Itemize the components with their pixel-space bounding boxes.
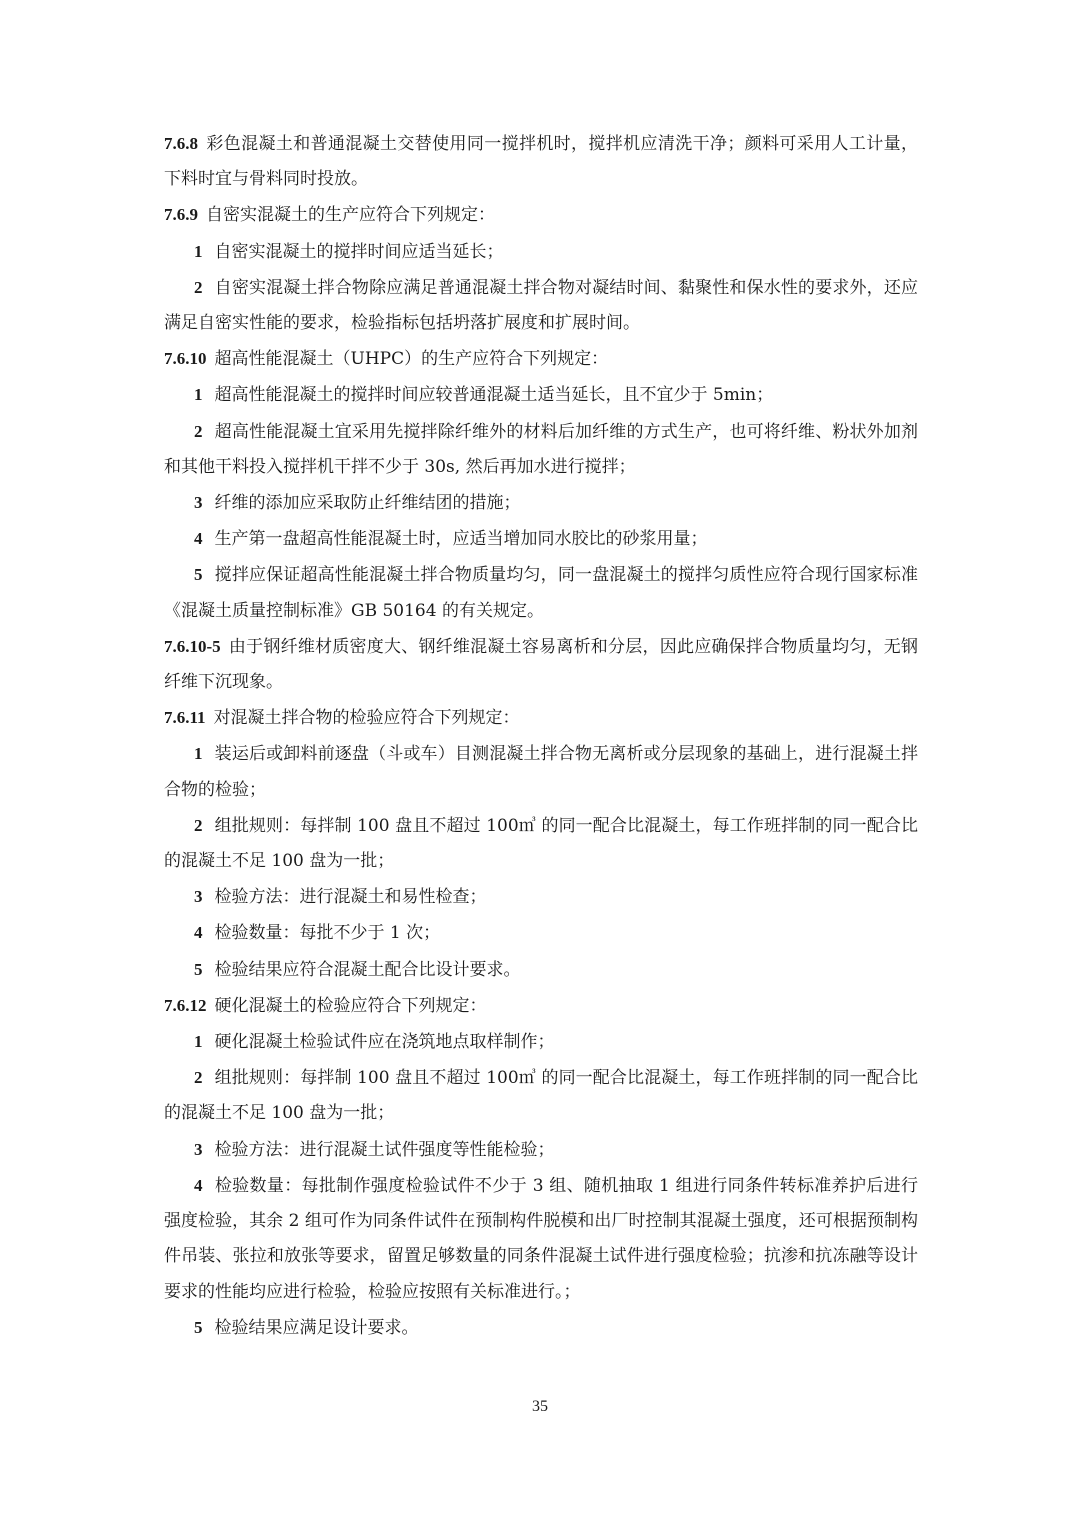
item-number: 3 bbox=[194, 1139, 203, 1159]
paragraph-text: 检验数量：每批不少于 1 次； bbox=[214, 923, 441, 944]
section-number: 7.6.8 bbox=[164, 134, 198, 153]
list-item bbox=[164, 879, 918, 915]
paragraph-text: 检验方法：进行混凝土和易性检查； bbox=[214, 887, 487, 908]
item-number: 1 bbox=[194, 241, 203, 261]
list-item bbox=[164, 1060, 918, 1131]
list-item bbox=[164, 377, 918, 413]
section-number: 7.6.10 bbox=[164, 349, 207, 369]
section-number: 7.6.11 bbox=[164, 708, 206, 728]
section-7-6-8 bbox=[164, 126, 918, 197]
list-item bbox=[164, 1310, 918, 1346]
item-number: 5 bbox=[194, 959, 203, 979]
list-item bbox=[164, 952, 918, 988]
paragraph-text: 超高性能混凝土的搅拌时间应较普通混凝土适当延长，且不宜少于 5min； bbox=[214, 385, 774, 406]
section-number: 7.6.12 bbox=[164, 995, 207, 1015]
paragraph-text: 自密实混凝土的生产应符合下列规定： bbox=[206, 205, 495, 226]
paragraph-text: 硬化混凝土检验试件应在浇筑地点取样制作； bbox=[214, 1032, 555, 1053]
paragraph-text: 超高性能混凝土（UHPC）的生产应符合下列规定： bbox=[214, 349, 609, 370]
paragraph-text: 彩色混凝土和普通混凝土交替使用同一搅拌机时，搅拌机应清洗干净；颜料可采用人工计量，下料时宜与骨料同时投放。 bbox=[164, 134, 918, 190]
paragraph-text: 检验结果应满足设计要求。 bbox=[214, 1317, 419, 1338]
paragraph-text: 检验结果应符合混凝土配合比设计要求。 bbox=[214, 959, 521, 980]
paragraph-text: 组批规则：每拌制 100 盘且不超过 100㎥ 的同一配合比混凝土，每工作班拌制的同一配合比的混凝土不足 100 盘为一批； bbox=[164, 1068, 918, 1124]
paragraph-text: 装运后或卸料前逐盘（斗或车）目测混凝土拌合物无离析或分层现象的基础上，进行混凝土拌合物的检验； bbox=[164, 744, 918, 800]
paragraph-text: 生产第一盘超高性能混凝土时，应适当增加同水胶比的砂浆用量； bbox=[214, 529, 708, 550]
item-number: 2 bbox=[194, 421, 203, 441]
paragraph-text: 超高性能混凝土宜采用先搅拌除纤维外的材料后加纤维的方式生产，也可将纤维、粉状外加剂和其他干料投入搅拌机干拌不少于 30s, 然后再加水进行搅拌； bbox=[164, 421, 918, 477]
page-number: 35 bbox=[532, 1398, 548, 1415]
item-number: 1 bbox=[194, 744, 203, 764]
list-item bbox=[164, 736, 918, 807]
list-item bbox=[164, 414, 918, 485]
list-item bbox=[164, 1132, 918, 1168]
item-number: 4 bbox=[194, 529, 203, 549]
paragraph-text: 对混凝土拌合物的检验应符合下列规定： bbox=[213, 708, 520, 729]
item-number: 3 bbox=[194, 887, 203, 907]
list-item bbox=[164, 915, 918, 951]
item-number: 3 bbox=[194, 493, 203, 513]
item-number: 4 bbox=[194, 923, 203, 943]
paragraph-text: 组批规则：每拌制 100 盘且不超过 100㎥ 的同一配合比混凝土，每工作班拌制的同一配合比的混凝土不足 100 盘为一批； bbox=[164, 815, 918, 872]
section-number: 7.6.10-5 bbox=[164, 636, 221, 656]
section-number: 7.6.9 bbox=[164, 205, 198, 225]
list-item bbox=[164, 234, 918, 270]
paragraph-text: 硬化混凝土的检验应符合下列规定： bbox=[214, 995, 487, 1016]
section-7-6-11 bbox=[164, 700, 918, 736]
list-item bbox=[164, 521, 918, 557]
paragraph-text: 纤维的添加应采取防止纤维结团的措施； bbox=[214, 493, 521, 514]
item-number: 2 bbox=[194, 277, 203, 297]
section-7-6-10-5 bbox=[164, 629, 918, 700]
paragraph-text: 检验数量：每批制作强度检验试件不少于 3 组、随机抽取 1 组进行同条件转标准养护后进行强度检验，其余 2 组可作为同条件试件在预制构件脱模和出厂时控制其混凝土强度，还可根据预制构件吊装、张拉和放张等要求，留置足够数量的同条件混凝土试件进行强度检验；抗渗和抗冻融等设计要求的性能均应进行检验，检验应按照有关标准进行。； bbox=[164, 1175, 918, 1302]
list-item bbox=[164, 270, 918, 341]
item-number: 1 bbox=[194, 1032, 203, 1052]
paragraph-text: 自密实混凝土的搅拌时间应适当延长； bbox=[214, 241, 504, 262]
paragraph-text: 搅拌应保证超高性能混凝土拌合物质量均匀，同一盘混凝土的搅拌匀质性应符合现行国家标准《混凝土质量控制标准》GB 50164 的有关规定。 bbox=[164, 565, 918, 621]
section-7-6-9 bbox=[164, 197, 918, 233]
item-number: 4 bbox=[194, 1175, 203, 1195]
list-item bbox=[164, 1168, 918, 1310]
item-number: 2 bbox=[194, 1068, 203, 1088]
section-7-6-12 bbox=[164, 988, 918, 1024]
paragraph-text: 自密实混凝土拌合物除应满足普通混凝土拌合物对凝结时间、黏聚性和保水性的要求外，还应满足自密实性能的要求，检验指标包括坍落扩展度和扩展时间。 bbox=[164, 277, 918, 334]
item-number: 5 bbox=[194, 565, 203, 585]
paragraph-text: 由于钢纤维材质密度大、钢纤维混凝土容易离析和分层，因此应确保拌合物质量均匀，无钢纤维下沉现象。 bbox=[164, 636, 918, 693]
item-number: 1 bbox=[194, 385, 203, 405]
section-7-6-10 bbox=[164, 341, 918, 377]
list-item bbox=[164, 808, 918, 879]
paragraph-text: 检验方法：进行混凝土试件强度等性能检验； bbox=[214, 1139, 555, 1160]
document-body bbox=[164, 126, 918, 1346]
list-item bbox=[164, 1024, 918, 1060]
list-item bbox=[164, 557, 918, 628]
item-number: 2 bbox=[194, 815, 203, 835]
list-item bbox=[164, 485, 918, 521]
item-number: 5 bbox=[194, 1317, 203, 1337]
